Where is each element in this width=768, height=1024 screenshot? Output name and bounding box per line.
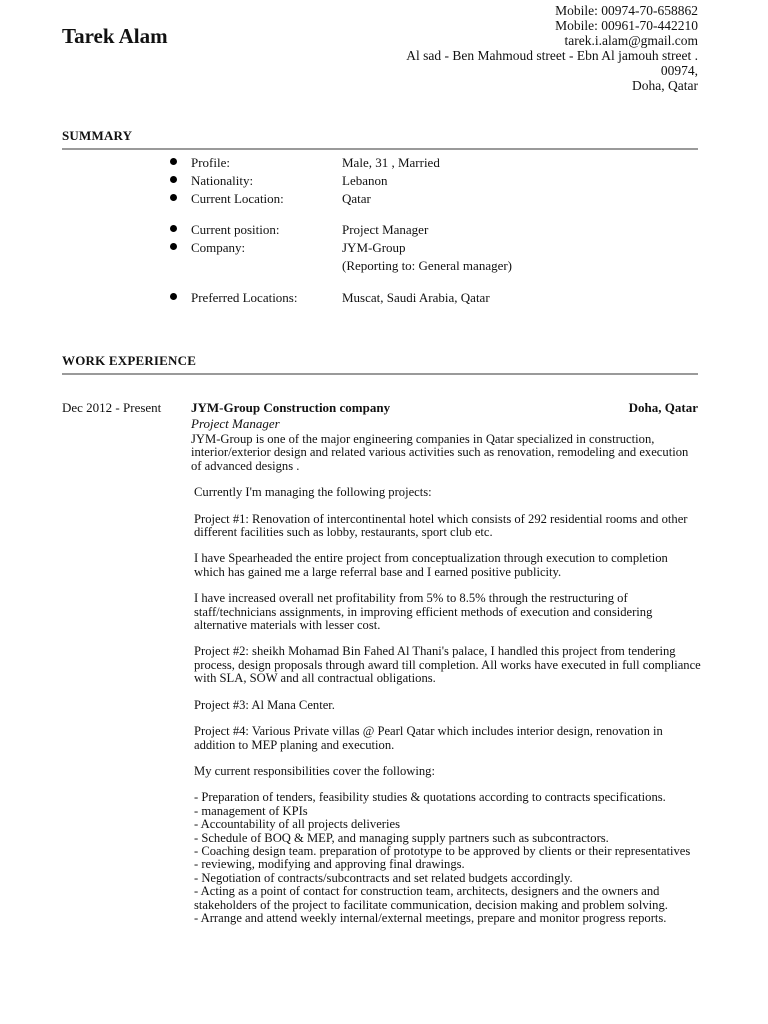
- summary-value: Qatar: [342, 191, 371, 206]
- job-paragraph: Project #4: Various Private villas @ Pearl Qatar which includes interior design, renovation in addition to MEP planing and execution.: [194, 724, 663, 752]
- summary-value: Lebanon: [342, 173, 388, 188]
- responsibility-item: - management of KPIs: [194, 803, 308, 818]
- summary-value: Muscat, Saudi Arabia, Qatar: [342, 290, 490, 305]
- bullet-icon: [170, 293, 177, 300]
- address-city: Doha, Qatar: [632, 78, 698, 93]
- summary-value: Project Manager: [342, 222, 429, 237]
- responsibility-item: - Schedule of BOQ & MEP, and managing supply partners such as subcontractors.: [194, 830, 609, 845]
- job-paragraph: Currently I'm managing the following projects:: [194, 485, 432, 500]
- responsibilities-list: [191, 791, 701, 925]
- summary-label: Nationality:: [191, 173, 254, 188]
- candidate-name: Tarek Alam: [62, 24, 168, 48]
- address-code: 00974,: [660, 63, 698, 78]
- bullet-icon: [170, 158, 177, 165]
- job-location: Doha, Qatar: [628, 400, 698, 415]
- bullet-icon: [170, 176, 177, 183]
- summary-divider: [62, 148, 698, 150]
- responsibility-item: - Arrange and attend weekly internal/external meetings, prepare and monitor progress reports.: [194, 910, 667, 925]
- summary-label: Preferred Locations:: [191, 290, 298, 305]
- summary-label: Profile:: [191, 155, 230, 170]
- job-date: Dec 2012 - Present: [62, 400, 162, 415]
- summary-value: Male, 31 , Married: [342, 155, 440, 170]
- job-description: [191, 433, 701, 925]
- job-company: JYM-Group Construction company: [191, 400, 391, 415]
- contact-block: [406, 3, 698, 93]
- responsibility-item: - Accountability of all projects deliveries: [194, 817, 400, 832]
- job-paragraph: My current responsibilities cover the following:: [194, 763, 435, 778]
- summary-title: SUMMARY: [62, 128, 133, 143]
- mobile-lebanon: Mobile: 00961-70-442210: [555, 18, 698, 33]
- responsibility-item: - reviewing, modifying and approving final drawings.: [194, 857, 465, 872]
- job-paragraph: Project #3: Al Mana Center.: [194, 697, 335, 712]
- job-paragraph: I have increased overall net profitability from 5% to 8.5% through the restructuring of staff/technicians assignments, in improving efficient methods of execution and considering alternative materials with lesser cost.: [194, 591, 653, 633]
- job-paragraph: JYM-Group is one of the major engineering companies in Qatar specialized in construction, interior/exterior design and related various activities such as renovation, remodeling and execution of advanced designs .: [191, 432, 689, 473]
- responsibility-item: - Preparation of tenders, feasibility studies & quotations according to contracts specifications.: [194, 790, 666, 805]
- responsibility-item: - Negotiation of contracts/subcontracts and set related budgets accordingly.: [194, 870, 573, 885]
- bullet-icon: [170, 225, 177, 232]
- work-experience-divider: [62, 373, 698, 375]
- summary-value-extra: (Reporting to: General manager): [342, 258, 513, 273]
- work-experience-title: WORK EXPERIENCE: [62, 353, 197, 368]
- bullet-icon: [170, 194, 177, 201]
- job-paragraph: I have Spearheaded the entire project from conceptualization through execution to completion which has gained me a large referral base and I earned positive publicity.: [194, 551, 668, 579]
- summary-label: Company:: [191, 240, 246, 255]
- mobile-qatar: Mobile: 00974-70-658862: [555, 3, 698, 18]
- summary-label: Current Location:: [191, 191, 284, 206]
- email: tarek.i.alam@gmail.com: [564, 33, 698, 48]
- job-role: Project Manager: [191, 416, 280, 431]
- summary-value: JYM-Group: [342, 240, 406, 255]
- bullet-icon: [170, 243, 177, 250]
- job-paragraph: Project #2: sheikh Mohamad Bin Fahed Al Thani's palace, I handled this project from tendering process, design proposals through award till completion. All works have executed in full compliance with SLA, SOW and all contractual obligations.: [194, 644, 701, 686]
- address-street: Al sad - Ben Mahmoud street - Ebn Al jamouh street .: [406, 48, 698, 63]
- responsibility-item: - Coaching design team. preparation of prototype to be approved by clients or their representatives: [194, 843, 691, 858]
- responsibility-item: - Acting as a point of contact for construction team, architects, designers and the owners and stakeholders of the project to facilitate communication, decision making and problem solving.: [194, 884, 668, 912]
- job-paragraph: Project #1: Renovation of intercontinental hotel which consists of 292 residential rooms and other different facilities such as lobby, restaurants, sport club etc.: [194, 511, 688, 540]
- summary-label: Current position:: [191, 222, 280, 237]
